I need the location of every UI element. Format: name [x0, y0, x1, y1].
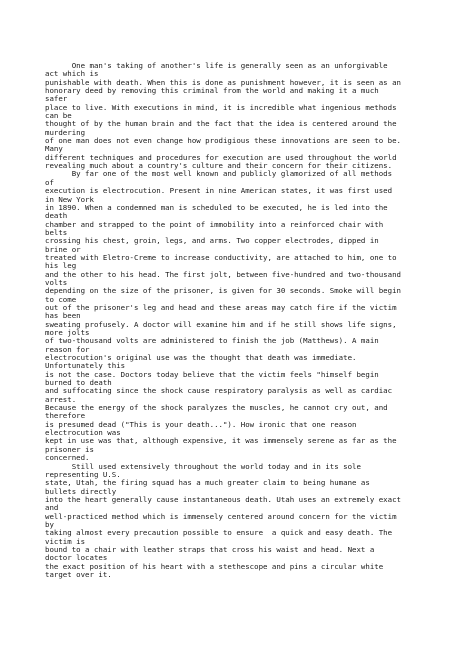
text-line: the exact position of his heart with a stethescope and pins a circular white: [45, 561, 384, 571]
text-line: out of the prisoner's leg and head and these areas may catch fire if the victim: [45, 302, 397, 312]
text-line: Still used extensively throughout the world today and in its sole: [45, 461, 361, 471]
text-line: state, Utah, the firing squad has a much greater claim to being humane as: [45, 478, 370, 488]
text-line: target over it.: [45, 569, 112, 579]
text-line: honorary deed by removing this criminal from the world and making it a much: [45, 86, 379, 96]
text-line: revealing much about a country's culture and their concern for their citizens.: [45, 161, 393, 171]
text-line: electrocution's original use was the thought that death was immediate.: [45, 353, 357, 363]
text-line: By far one of the most well known and publicly glamorized of all methods: [45, 169, 393, 179]
text-line: sweating profusely. A doctor will examine him and if he still shows life signs,: [45, 319, 397, 329]
text-line: different techniques and procedures for execution are used throughout the world: [45, 152, 397, 162]
text-line: volts: [45, 277, 68, 287]
text-line: murdering: [45, 127, 86, 137]
text-line: of one man does not even change how prodigious these innovations are seen to be.: [45, 136, 401, 146]
text-line: doctor locates: [45, 553, 108, 563]
text-line: belts: [45, 227, 68, 237]
text-line: more jolts: [45, 328, 90, 337]
text-line: representing U.S.: [45, 469, 121, 479]
text-line: thought of by the human brain and the fact that the idea is centered around the: [45, 119, 397, 129]
text-line: burned to death: [45, 378, 112, 388]
text-line: therefore: [45, 411, 86, 421]
text-line: to come: [45, 294, 77, 304]
text-line: electrocution was: [45, 428, 121, 438]
text-line: of: [45, 177, 54, 187]
text-line: depending on the size of the prisoner, is given for 30 seconds. Smoke will begin: [45, 286, 401, 296]
text-line: Because the energy of the shock paralyzes the muscles, he cannot cry out, and: [45, 403, 388, 413]
text-line: reason for: [45, 344, 90, 354]
text-line: place to live. With executions in mind, it is incredible what ingenious methods: [45, 102, 397, 112]
text-line: arrest.: [45, 394, 77, 404]
text-line: and suffocating since the shock cause respiratory paralysis as well as cardiac: [45, 386, 393, 396]
text-line: execution is electrocution. Present in nine American states, it was first used: [45, 186, 393, 196]
text-line: death: [45, 211, 68, 221]
text-line: crossing his chest, groin, legs, and arms. Two copper electrodes, dipped in: [45, 236, 379, 246]
text-line: Many: [45, 144, 63, 154]
text-line: brine or: [45, 244, 81, 254]
text-line: into the heart generally cause instantaneous death. Utah uses an extremely exact: [45, 494, 401, 504]
text-line: well-practiced method which is immensely centered around concern for the victim: [45, 511, 397, 521]
text-line: victim is: [45, 536, 86, 546]
text-line: and: [45, 503, 59, 513]
text-line: punishable with death. When this is done as punishment however, it is seen as an: [45, 77, 401, 87]
text-line: bullets directly: [45, 486, 117, 496]
text-line: his leg: [45, 261, 77, 271]
text-line: kept in use was that, although expensive, it was immensely serene as far as the: [45, 436, 397, 446]
text-line: and the other to his head. The first jolt, between five-hundred and two-thousand: [45, 269, 401, 279]
text-line: can be: [45, 111, 72, 121]
text-line: is not the case. Doctors today believe that the victim feels "himself begin: [45, 369, 379, 379]
text-line: act which is: [45, 69, 99, 79]
text-line: Unfortunately this: [45, 361, 126, 371]
text-line: prisoner is: [45, 444, 94, 454]
text-line: treated with Eletro-Creme to increase conductivity, are attached to him, one to: [45, 252, 397, 262]
essay-body: [45, 62, 445, 579]
text-line: safer: [45, 94, 68, 104]
text-line: is presumed dead ("This is your death..."). How ironic that one reason: [45, 419, 357, 429]
text-line: in 1890. When a condemned man is scheduled to be executed, he is led into the: [45, 202, 388, 212]
text-line: concerned.: [45, 453, 90, 463]
text-line: by: [45, 519, 54, 529]
text-line: chamber and strapped to the point of immobility into a reinforced chair with: [45, 219, 384, 229]
text-line: taking almost every precaution possible to ensure a quick and easy death. The: [45, 528, 393, 538]
text-line: in New York: [45, 194, 94, 204]
text-line: bound to a chair with leather straps that cross his waist and head. Next a: [45, 544, 375, 554]
text-line: has been: [45, 311, 81, 321]
text-line: of two-thousand volts are administered to finish the job (Matthews). A main: [45, 336, 379, 346]
text-line: One man's taking of another's life is generally seen as an unforgivable: [45, 61, 388, 70]
